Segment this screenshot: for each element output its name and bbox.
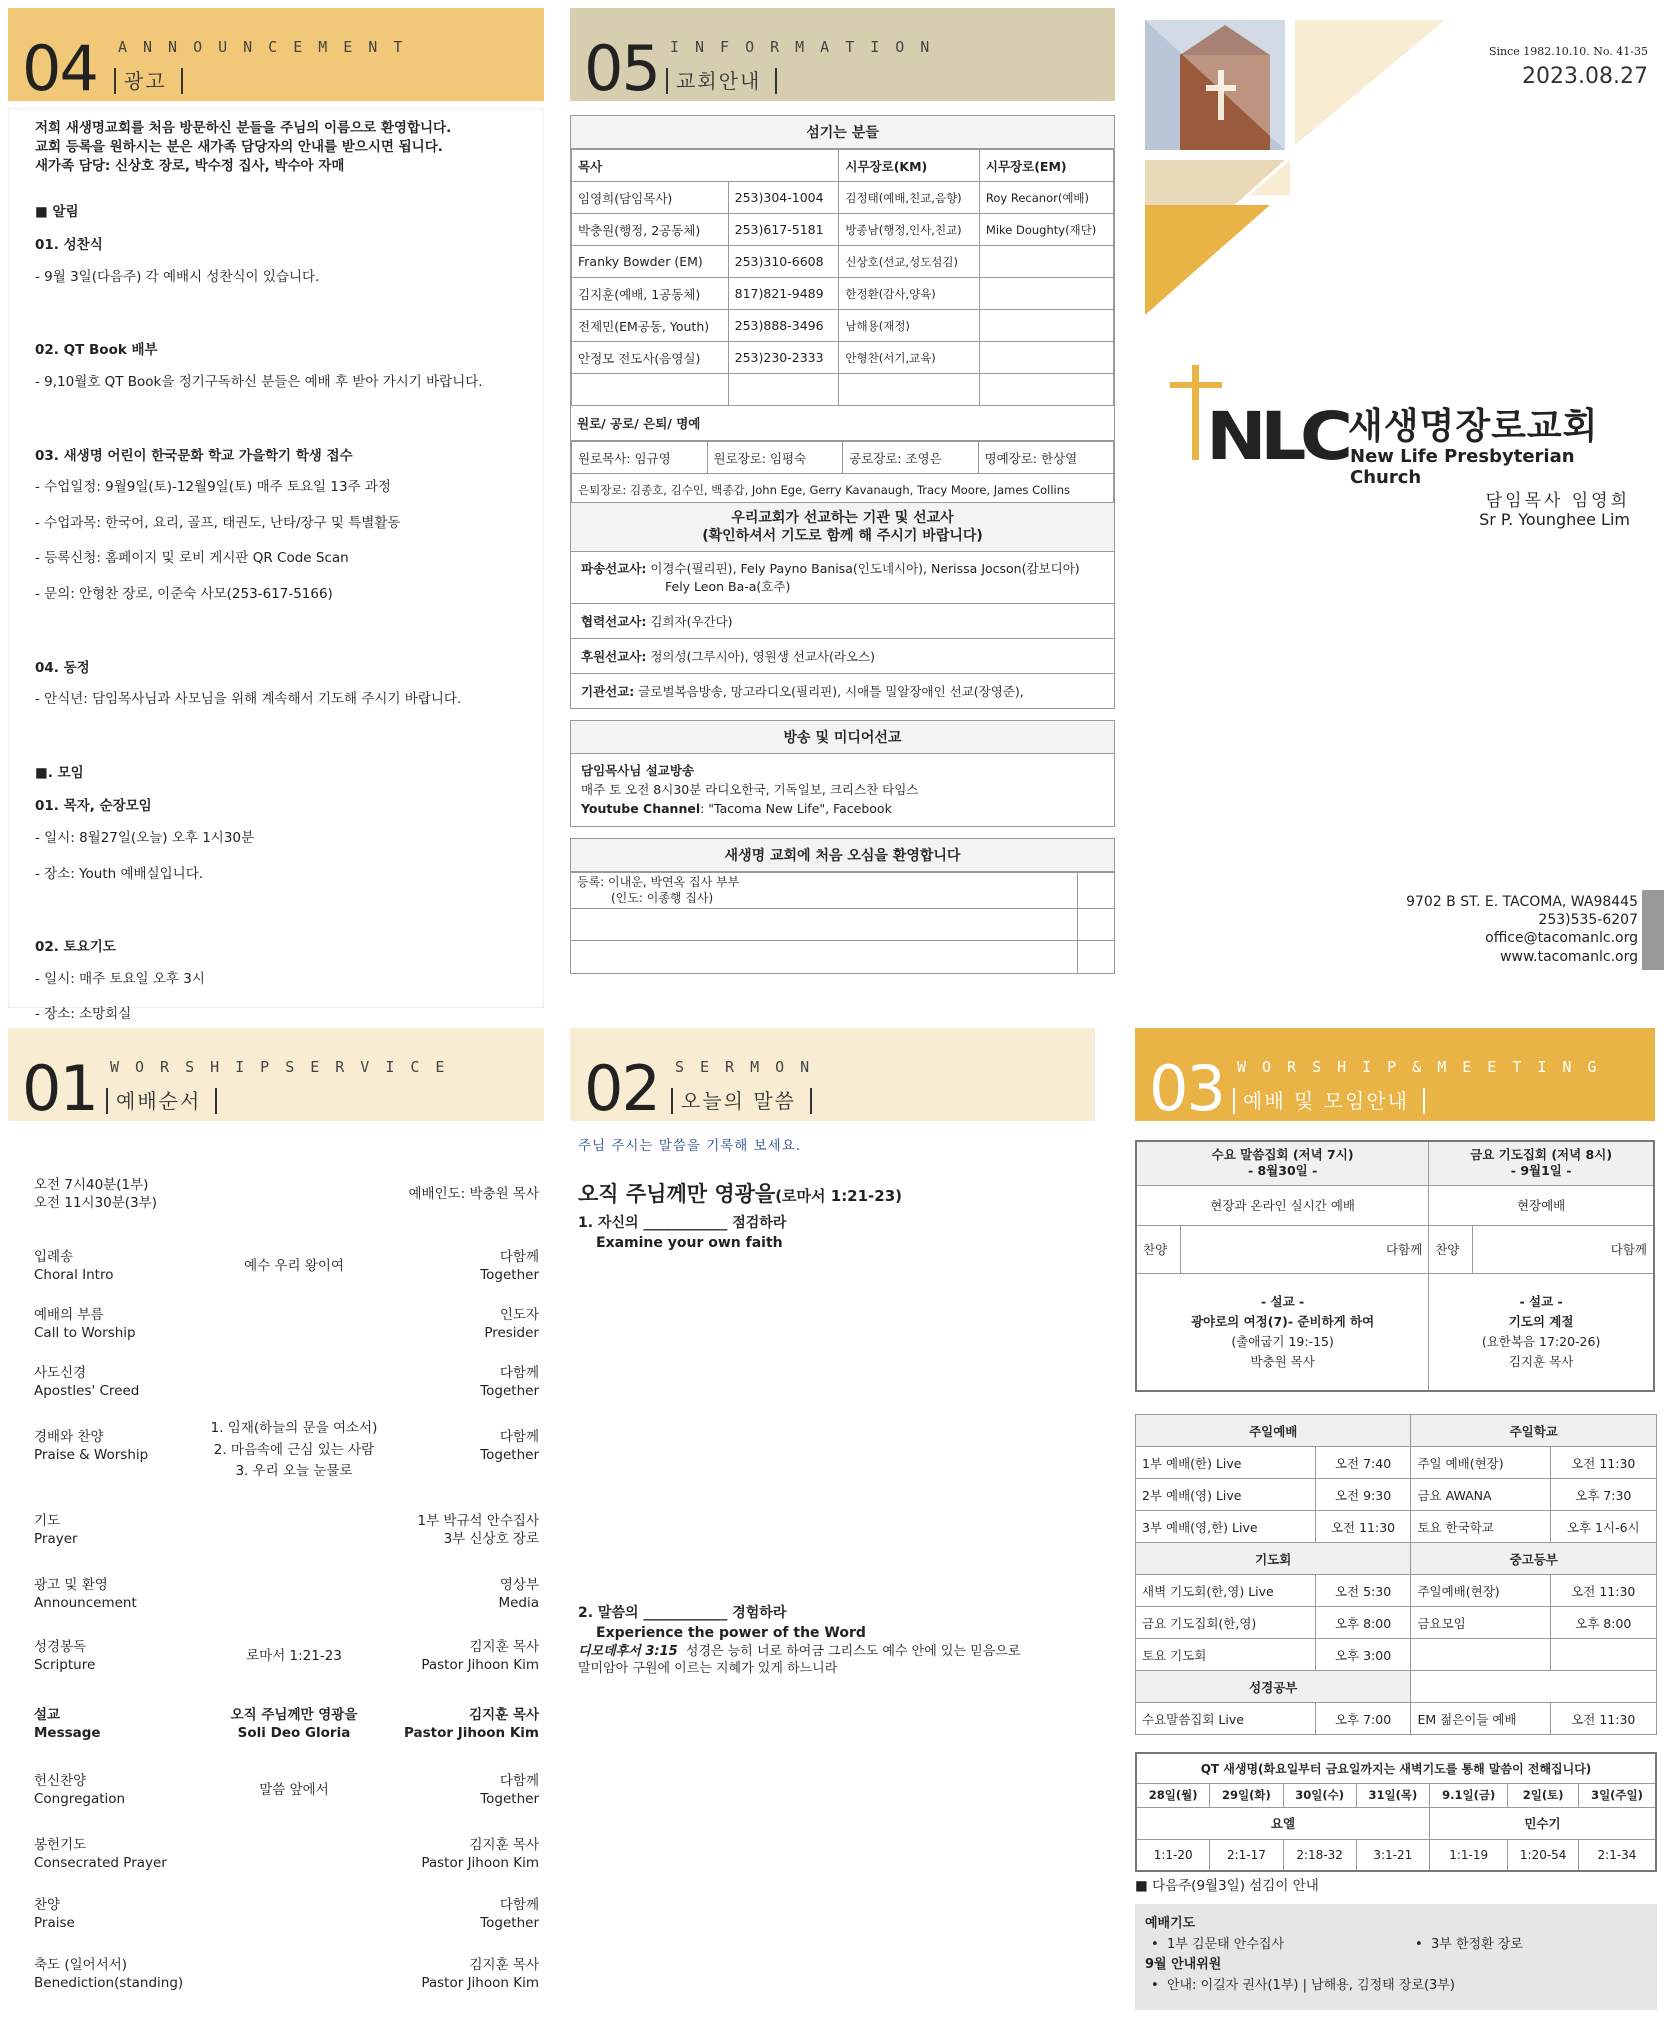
qt-verse: 2:1-17: [1210, 1839, 1283, 1871]
mission-box: [570, 502, 1115, 709]
qt-day: 3일(주일): [1578, 1783, 1656, 1807]
section-title-en: SERMON: [675, 1058, 826, 1076]
notice-item-text: - 문의: 안형찬 장로, 이준숙 사모(253-617-5166): [35, 586, 333, 603]
media-title: 방송 및 미디어선교: [571, 721, 1114, 754]
next-week-heading: ■ 다음주(9월3일) 섬김이 안내: [1135, 1878, 1319, 1894]
qt-verse: 1:1-19: [1429, 1839, 1507, 1871]
meeting-heading: ■. 모임: [35, 764, 84, 781]
meeting-item-text: - 일시: 매주 토요일 오후 3시: [35, 970, 205, 987]
qt-day: 2일(토): [1508, 1783, 1579, 1807]
notice-item-title: 02. QT Book 배부: [35, 342, 158, 359]
schedule-table: 주일예배 주일학교 1부 예배(한) Live 오전 7:40 주일 예배(현장) 오전 11:30 2부 예배(영) Live 오전 9:30 금요 AWANA 오후 7:30 3부 예배(영,한) Live 오전 11:30 토요 한국학교 오후 1시-6시 기도회 중고등부 새벽 기도회(한,영) Live 오전 5:30 주일예배(현장) 오전 11:30 금요 기도집회(한,영) 오후 8:00 금요모임 오후 8:00 토요 기도회 오후 3:00 성경공부 수요말씀집회 Live 오후 7:00 EM 젊은이들 예배 오전 11:30: [1135, 1414, 1657, 1735]
square-bullet-icon: ■: [1135, 1878, 1148, 1894]
sermon-point-2: 2. 말씀의 ____________ 경험하라 Experience the power of the Word: [578, 1605, 866, 1641]
qt-verse: 1:20-54: [1508, 1839, 1579, 1871]
mission-support: 후원선교사: 정의성(그루시아), 영원생 선교사(라오스): [571, 639, 1114, 674]
qt-table: QT 새생명(화요일부터 금요일까지는 새벽기도를 통해 말씀이 전해집니다) 28일(월) 29일(화) 30일(수) 31일(목) 9.1일(금) 2일(토) 3일(주일) 요엘 민수기 1:1-20 2:1-17 2:18-32 3:1-21 1:1-19 1:20-54 2:1-34: [1135, 1752, 1657, 1872]
issue-number: Since 1982.10.10. No. 41-35: [1488, 45, 1648, 58]
church-name-en: New Life Presbyterian Church: [1350, 446, 1575, 488]
section-title-en: WORSHIP&MEETING: [1237, 1058, 1613, 1076]
sermon-note: 주님 주시는 말씀을 기록해 보세요.: [578, 1138, 802, 1154]
song-list: 1. 임재(하늘의 문을 여소서) 2. 마음속에 근심 있는 사람 3. 우리 오늘 눈물로: [210, 1420, 378, 1480]
section-title-ko: 광고: [114, 68, 183, 94]
logo-nlc: NLC: [1206, 398, 1347, 475]
meeting-item-title: 01. 목자, 순장모임: [35, 798, 152, 815]
col-em: 시무장로(EM): [979, 150, 1113, 182]
welcome-intro: 저희 새생명교회를 처음 방문하신 분들을 주님의 이름으로 환영합니다. 교회 등록을 원하시는 분은 새가족 담당자의 안내를 받으시면 됩니다. 새가족 담당: 신상호 장로, 박수정 집사, 박수아 자매: [35, 120, 452, 174]
staff-row: 박충원(행정, 2공동체) 253)617-5181 방종남(행정,인사,친교) Mike Doughty(재단): [572, 214, 1114, 246]
section-number: 05: [584, 32, 659, 105]
mission-title: 우리교회가 선교하는 기관 및 선교사 (확인하셔서 기도로 함께 해 주시기 바랍니다): [571, 503, 1114, 552]
staff-row: 임영희(담임목사) 253)304-1004 김정태(예배,친교,음향) Roy Recanor(예배): [572, 182, 1114, 214]
midweek-table: 수요 말씀집회 (저녁 7시) - 8월30일 - 금요 기도집회 (저녁 8시) - 9월1일 - 현장과 온라인 실시간 예배 현장예배 찬양 다함께 찬양 다함께 - 설교 - 광야로의 여정(7)- 준비하게 하여 (출애굽기 19:-15) 박충원 목사 - 설교 - 기도의 계절 (요한복음 17:20-26) 김지훈 목사: [1135, 1140, 1655, 1392]
bullet-icon: •: [1151, 1936, 1159, 1952]
sermon-header: [570, 1028, 1095, 1125]
worship-header: [8, 1028, 544, 1125]
staff-row: 전제민(EM공동, Youth) 253)888-3496 남해용(재정): [572, 310, 1114, 342]
media-box: [570, 720, 1115, 827]
announcement-header: [8, 8, 544, 105]
welcome-register: 등록: 이내운, 박연옥 집사 부부 (인도: 이종행 집사): [571, 873, 1078, 909]
notice-heading: ■ 알림: [35, 203, 79, 220]
col-km: 시무장로(KM): [839, 150, 979, 182]
section-number: 03: [1149, 1052, 1224, 1125]
meeting-item-text: - 일시: 8월27일(오늘) 오후 1시30분: [35, 829, 255, 846]
elder-title: 원로/ 공로/ 은퇴/ 명예: [571, 406, 1114, 441]
staff-row: 안정모 전도사(음영실) 253)230-2333 안형찬(서기,교육): [572, 342, 1114, 374]
schedule-row: 3부 예배(영,한) Live 오전 11:30 토요 한국학교 오후 1시-6시: [1136, 1511, 1657, 1543]
information-header: [570, 8, 1115, 105]
next-week-box: 예배기도 • 1부 김문태 안수집사 • 3부 한정환 장로 9월 안내위원 • 안내: 이길자 권사(1부) | 남해용, 김정태 장로(3부): [1135, 1904, 1657, 2010]
mission-send: 파송선교사: 이경수(필리핀), Fely Payno Banisa(인도네시아), Nerissa Jocson(캄보디아) Fely Leon Ba-a(호주): [571, 552, 1114, 604]
notice-item-text: - 9,10월호 QT Book을 정기구독하신 분들은 예배 후 받아 가시기 바랍니다.: [35, 374, 483, 391]
qt-verse: 2:18-32: [1283, 1839, 1356, 1871]
serving-title: 섬기는 분들: [571, 116, 1114, 149]
meeting-header: [1135, 1028, 1655, 1125]
notice-item-title: 04. 동정: [35, 659, 90, 676]
website-link[interactable]: www.tacomanlc.org: [1500, 948, 1638, 965]
media-line: 담임목사님 설교방송: [581, 763, 695, 778]
elder-table: 원로목사: 임규영 원로장로: 임평숙 공로장로: 조영은 명예장로: 한상열 은퇴장로: 김종호, 김수인, 백종갑, John Ege, Gerry Kavanaugh, Tracy Moore, James Collins: [571, 441, 1114, 506]
welcome-title: 새생명 교회에 처음 오심을 환영합니다: [571, 839, 1114, 872]
serving-people-box: [570, 115, 1115, 507]
section-title-en: WORSHIPSERVICE: [110, 1058, 461, 1076]
col-pastor: 목사: [572, 150, 839, 182]
notice-item-text: - 9월 3일(다음주) 각 예배시 성찬식이 있습니다.: [35, 268, 320, 285]
staff-table: [571, 149, 1114, 406]
qt-verse: 2:1-34: [1578, 1839, 1656, 1871]
notice-item-text: - 수업과목: 한국어, 요리, 골프, 태권도, 난타/장구 및 특별활동: [35, 514, 401, 531]
schedule-row: 1부 예배(한) Live 오전 7:40 주일 예배(현장) 오전 11:30: [1136, 1447, 1657, 1479]
phone: 253)535-6207: [1538, 912, 1638, 929]
qt-verse: 1:1-20: [1136, 1839, 1210, 1871]
notice-item-title: 01. 성찬식: [35, 237, 103, 254]
schedule-row: 금요 기도집회(한,영) 오후 8:00 금요모임 오후 8:00: [1136, 1607, 1657, 1639]
contact-block: [1360, 893, 1638, 966]
senior-pastor-en: Sr P. Younghee Lim: [1479, 510, 1630, 529]
senior-pastor-ko: 담임목사 임영희: [1485, 491, 1630, 511]
section-title-ko: 예배순서: [106, 1088, 217, 1114]
bullet-icon: •: [1415, 1936, 1423, 1952]
meeting-item-title: 02. 토요기도: [35, 939, 116, 956]
cover-triangles: [1140, 15, 1460, 325]
welcome-box: [570, 838, 1115, 974]
section-title-ko: 교회안내: [666, 68, 777, 94]
mission-org: 기관선교: 글로벌복음방송, 망고라디오(필리핀), 시애틀 밀알장애인 선교(장영준),: [581, 684, 1024, 700]
media-line: 매주 토 오전 8시30분 라디오한국, 기독일보, 크리스찬 타임스: [581, 781, 919, 797]
worship-leader: 예배인도: 박충원 목사: [408, 1186, 539, 1202]
church-logo: [1170, 360, 1650, 488]
qt-day: 9.1일(금): [1429, 1783, 1507, 1807]
announcement-body: [8, 108, 544, 1023]
section-number: 04: [22, 32, 97, 105]
qt-day: 29일(화): [1210, 1783, 1283, 1807]
notice-item-title: 03. 새생명 어린이 한국문화 학교 가을학기 학생 접수: [35, 447, 353, 464]
section-title-ko: 예배 및 모임안내: [1233, 1088, 1425, 1114]
meeting-item-text: - 장소: 소망회실: [35, 1006, 132, 1023]
notice-item-text: - 안식년: 담임목사님과 사모님을 위해 계속해서 기도해 주시기 바랍니다.: [35, 691, 462, 708]
church-name-ko: 새생명장로교회: [1348, 406, 1599, 447]
address: 9702 B ST. E. TACOMA, WA98445: [1406, 894, 1638, 910]
notice-item-text: - 등록신청: 홈페이지 및 로비 게시판 QR Code Scan: [35, 550, 349, 567]
side-tab: [1642, 890, 1664, 970]
issue-date: 2023.08.27: [1522, 64, 1648, 89]
section-title-ko: 오늘의 말씀: [671, 1088, 812, 1114]
section-number: 02: [584, 1052, 659, 1125]
schedule-row: 2부 예배(영) Live 오전 9:30 금요 AWANA 오후 7:30: [1136, 1479, 1657, 1511]
section-number: 01: [22, 1052, 97, 1125]
schedule-row: 토요 기도회 오후 3:00: [1136, 1639, 1657, 1671]
email-link[interactable]: office@tacomanlc.org: [1485, 930, 1638, 947]
meeting-item-text: - 장소: Youth 예배실입니다.: [35, 865, 204, 882]
schedule-row: 새벽 기도회(한,영) Live 오전 5:30 주일예배(현장) 오전 11:30: [1136, 1575, 1657, 1607]
sermon-title: 오직 주님께만 영광을(로마서 1:21-23): [578, 1182, 903, 1206]
notice-item-text: - 수업일정: 9월9일(토)-12월9일(토) 매주 토요일 13주 과정: [35, 479, 391, 496]
qt-verse: 3:1-21: [1356, 1839, 1429, 1871]
staff-row: [572, 374, 1114, 406]
section-title-en: INFORMATION: [670, 38, 946, 56]
staff-row: Franky Bowder (EM) 253)310-6608 신상호(선교,성도섬김): [572, 246, 1114, 278]
cover-graphic: [1140, 15, 1460, 325]
qt-day: 31일(목): [1356, 1783, 1429, 1807]
retired-elders: 은퇴장로: 김종호, 김수인, 백종갑, John Ege, Gerry Kavanaugh, Tracy Moore, James Collins: [572, 474, 1114, 506]
bullet-icon: •: [1151, 1977, 1159, 1993]
mission-coop: 협력선교사: 김희자(우간다): [571, 604, 1114, 639]
media-line: Youtube Channel: "Tacoma New Life", Facebook: [581, 800, 892, 816]
qt-day: 28일(월): [1136, 1783, 1210, 1807]
sermon-point-1: 1. 자신의 ____________ 점검하라 Examine your own faith: [578, 1215, 787, 1251]
qt-day: 30일(수): [1283, 1783, 1356, 1807]
sermon-verse: 디모데후서 3:15 성경은 능히 너로 하여금 그리스도 예수 안에 있는 믿음으로 말미암아 구원에 이르는 지혜가 있게 하느니라: [578, 1644, 1021, 1676]
staff-row: 김지훈(예배, 1공동체) 817)821-9489 한정환(감사,양육): [572, 278, 1114, 310]
section-title-en: ANNOUNCEMENT: [118, 38, 419, 56]
